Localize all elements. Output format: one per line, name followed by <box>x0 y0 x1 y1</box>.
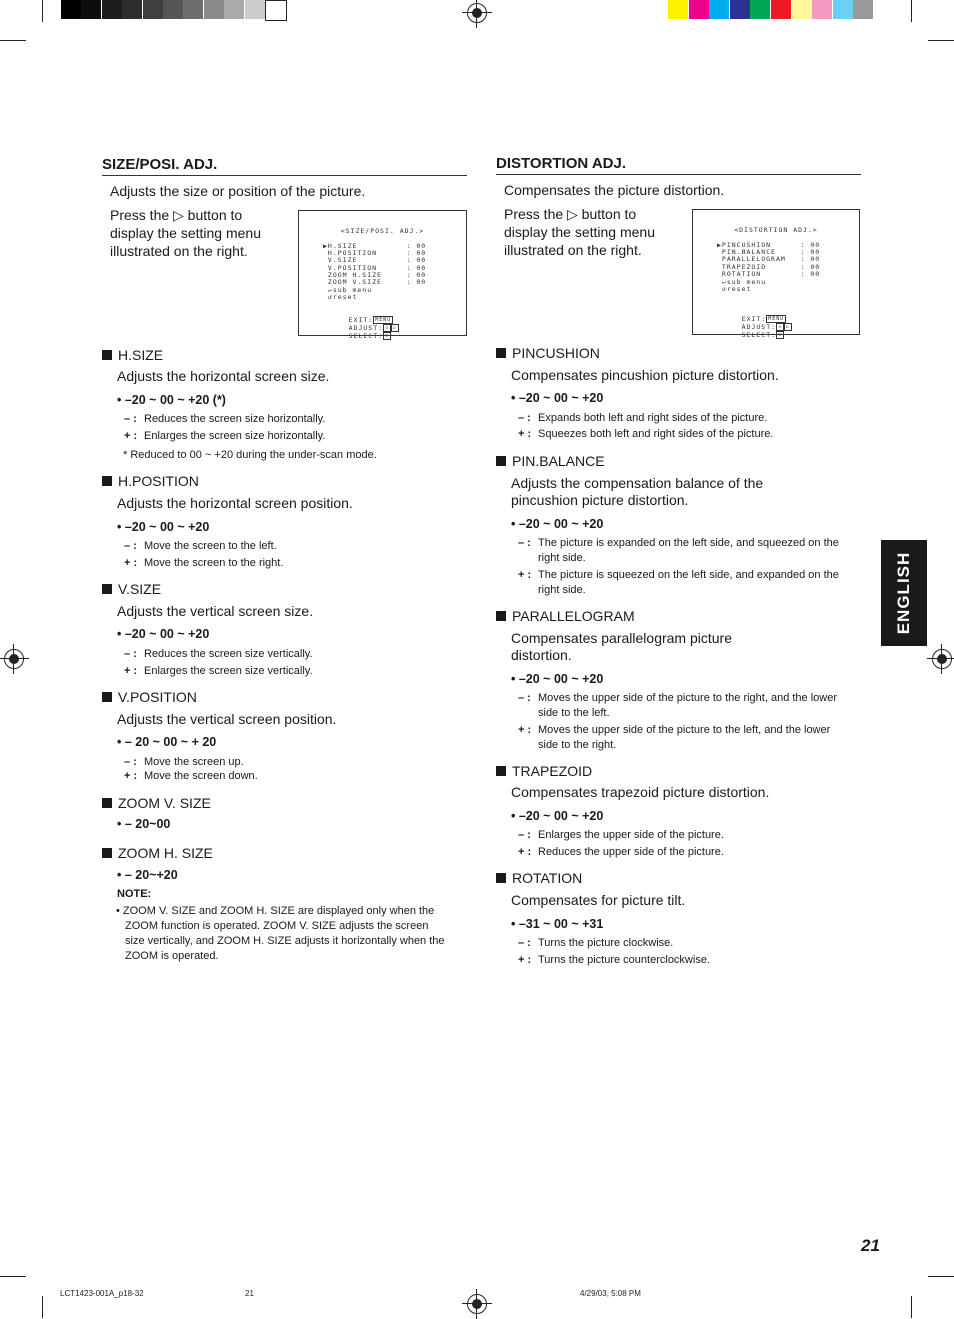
osd-row: TRAPEZOID : 00 <box>717 263 821 271</box>
list-item: – : Expands both left and right sides of the picture. <box>518 412 768 424</box>
list-item: + : Reduces the upper side of the picture. <box>518 846 724 858</box>
list-item: + : Enlarges the screen size horizontally. <box>124 430 326 442</box>
color-swatch <box>853 0 873 19</box>
osd-title: <SIZE/POSI. ADJ.> <box>340 227 425 235</box>
size-posi-press-text: Press the ▷ button to display the setting menu illustrated on the right. <box>110 207 261 259</box>
distortion-title: DISTORTION ADJ. <box>496 155 627 172</box>
osd-row: PIN.BALANCE : 00 <box>717 248 821 256</box>
section-heading: V.POSITION <box>118 689 197 705</box>
section-heading: PARALLELOGRAM <box>512 608 635 624</box>
color-swatch <box>750 0 770 19</box>
color-swatch <box>709 0 729 19</box>
square-bullet-icon <box>102 584 112 594</box>
color-swatch <box>730 0 750 19</box>
section-range: • – 20 ~ 00 ~ + 20 <box>117 735 217 749</box>
crop-mark <box>911 1296 912 1318</box>
square-bullet-icon <box>102 798 112 808</box>
square-bullet-icon <box>102 848 112 858</box>
list-item: – : Move the screen up. <box>124 756 244 768</box>
section-heading: ROTATION <box>512 870 583 886</box>
crop-mark <box>911 0 912 22</box>
osd-reset: ↺reset <box>323 293 358 301</box>
square-bullet-icon <box>496 611 506 621</box>
footer-page: 21 <box>245 1289 254 1298</box>
color-swatch <box>668 0 688 19</box>
osd-row: PARALLELOGRAM : 00 <box>717 255 821 263</box>
gray-swatch <box>122 0 142 19</box>
section-range: • –20 ~ 00 ~ +20 <box>511 672 604 686</box>
section-range: • –31 ~ 00 ~ +31 <box>511 917 604 931</box>
section-range: • –20 ~ 00 ~ +20 (*) <box>117 393 226 407</box>
note-title: NOTE: <box>117 888 152 900</box>
color-swatch <box>833 0 853 19</box>
crop-mark <box>0 40 26 41</box>
crop-mark <box>42 0 43 22</box>
section-range: • –20 ~ 00 ~ +20 <box>511 517 604 531</box>
osd-row: V.SIZE : 00 <box>323 256 427 264</box>
gray-swatch <box>265 0 287 21</box>
osd-row: V.POSITION : 00 <box>323 264 427 272</box>
square-bullet-icon <box>102 692 112 702</box>
list-item: + : Enlarges the screen size vertically. <box>124 665 313 677</box>
section-desc: Adjusts the horizontal screen size. <box>117 368 330 384</box>
section-range: • –20 ~ 00 ~ +20 <box>117 520 210 534</box>
section-desc: Compensates for picture tilt. <box>511 892 686 908</box>
square-bullet-icon <box>496 873 506 883</box>
osd-row: ▶H.SIZE : 00 <box>323 242 427 250</box>
section-desc: Compensates parallelogram picture distortion. <box>511 630 732 663</box>
list-item: – : The picture is expanded on the left side, and squeezed on the right side. <box>518 537 839 564</box>
color-swatch <box>792 0 812 19</box>
distortion-press-text: Press the ▷ button to display the setting menu illustrated on the right. <box>504 206 655 258</box>
section-desc: Compensates pincushion picture distortion. <box>511 367 779 383</box>
color-swatch <box>689 0 709 19</box>
registration-mark-icon <box>467 3 487 23</box>
list-item: – : Moves the upper side of the picture to the right, and the lower side to the left. <box>518 692 838 719</box>
list-item: – : Turns the picture clockwise. <box>518 937 674 949</box>
size-posi-intro: Adjusts the size or position of the picture. <box>110 183 366 199</box>
square-bullet-icon <box>496 348 506 358</box>
osd-reset: ↺reset <box>717 285 752 293</box>
note-text: • ZOOM V. SIZE and ZOOM H. SIZE are displayed only when the ZOOM function is operated. ZOOM V. SIZE adjusts the screen size vertically, and ZOOM H. SIZE adjusts it horizontally when the ZOOM is operated. <box>116 905 445 962</box>
section-heading: H.SIZE <box>118 347 164 363</box>
language-tab <box>881 540 927 646</box>
osd-title: <DISTORTION ADJ.> <box>734 226 818 234</box>
square-bullet-icon <box>102 476 112 486</box>
square-bullet-icon <box>102 350 112 360</box>
registration-mark-icon <box>467 1294 487 1314</box>
footer-file: LCT1423-001A_p18-32 <box>60 1289 144 1298</box>
section-heading: TRAPEZOID <box>512 763 593 779</box>
gray-swatch <box>163 0 183 19</box>
section-desc: Adjusts the compensation balance of the pincushion picture distortion. <box>511 475 764 508</box>
gray-swatch <box>61 0 81 19</box>
gray-swatch <box>102 0 122 19</box>
section-range: • –20 ~ 00 ~ +20 <box>117 627 210 641</box>
square-bullet-icon <box>496 766 506 776</box>
list-item: + : The picture is squeezed on the left side, and expanded on the right side. <box>518 569 839 596</box>
crop-mark <box>928 40 954 41</box>
osd-footer: EXIT: MENU ADJUST: ◁ ▷ SELECT: ▽ <box>348 316 398 340</box>
osd-sub-menu: ↵sub menu <box>323 286 373 294</box>
list-item: – : Reduces the screen size vertically. <box>124 648 313 660</box>
crop-mark <box>0 1276 26 1277</box>
gray-swatch <box>183 0 203 19</box>
language-tab-label: ENGLISH <box>894 551 913 635</box>
color-swatch <box>812 0 832 19</box>
gray-swatch <box>224 0 244 19</box>
section-heading: PINCUSHION <box>512 345 600 361</box>
list-item: + : Moves the upper side of the picture to the left, and the lower side to the right. <box>518 724 831 751</box>
section-range: • –20 ~ 00 ~ +20 <box>511 391 604 405</box>
crop-mark <box>42 1296 43 1318</box>
osd-row: ZOOM H.SIZE : 00 <box>323 271 427 279</box>
footnote: * Reduced to 00 ~ +20 during the under-scan mode. <box>123 449 377 461</box>
list-item: + : Turns the picture counterclockwise. <box>518 954 710 966</box>
osd-sub-menu: ↵sub menu <box>717 278 767 286</box>
list-item: – : Move the screen to the left. <box>124 540 277 552</box>
section-heading: ZOOM H. SIZE <box>118 845 213 861</box>
distortion-osd-menu <box>692 209 860 339</box>
square-bullet-icon <box>496 456 506 466</box>
section-desc: Adjusts the horizontal screen position. <box>117 495 353 511</box>
section-desc: Compensates trapezoid picture distortion. <box>511 784 770 800</box>
osd-row: ZOOM V.SIZE : 00 <box>323 278 427 286</box>
registration-mark-icon <box>4 649 24 669</box>
footer-date: 4/29/03, 5:08 PM <box>580 1289 641 1298</box>
list-item: + : Move the screen to the right. <box>124 557 284 569</box>
section-heading: V.SIZE <box>118 581 162 597</box>
list-item: + : Move the screen down. <box>124 770 258 782</box>
section-heading: ZOOM V. SIZE <box>118 795 211 811</box>
section-desc: Adjusts the vertical screen position. <box>117 711 337 727</box>
section-heading: H.POSITION <box>118 473 199 489</box>
osd-footer: EXIT: MENU ADJUST: ◁ ▷ SELECT: ▽ <box>741 315 791 339</box>
osd-row: ROTATION : 00 <box>717 270 821 278</box>
color-swatch <box>771 0 791 19</box>
registration-mark-icon <box>932 649 952 669</box>
osd-row: ▶PINCUSHION : 00 <box>717 241 821 249</box>
distortion-intro: Compensates the picture distortion. <box>504 182 725 198</box>
section-heading: PIN.BALANCE <box>512 453 605 469</box>
gray-swatch <box>245 0 265 19</box>
section-desc: Adjusts the vertical screen size. <box>117 603 314 619</box>
gray-swatch <box>81 0 101 19</box>
title-rule <box>496 174 861 175</box>
list-item: – : Reduces the screen size horizontally. <box>124 413 326 425</box>
list-item: – : Enlarges the upper side of the picture. <box>518 829 724 841</box>
gray-swatch <box>204 0 224 19</box>
section-range: • – 20~+20 <box>117 868 178 882</box>
crop-mark <box>928 1276 954 1277</box>
section-range: • – 20~00 <box>117 817 171 831</box>
osd-row: H.POSITION : 00 <box>323 249 427 257</box>
size-posi-osd-menu <box>298 210 467 340</box>
title-rule <box>102 175 467 176</box>
gray-swatch <box>143 0 163 19</box>
size-posi-title: SIZE/POSI. ADJ. <box>102 156 218 173</box>
section-range: • –20 ~ 00 ~ +20 <box>511 809 604 823</box>
page-number: 21 <box>861 1236 880 1255</box>
list-item: + : Squeezes both left and right sides of the picture. <box>518 428 774 440</box>
